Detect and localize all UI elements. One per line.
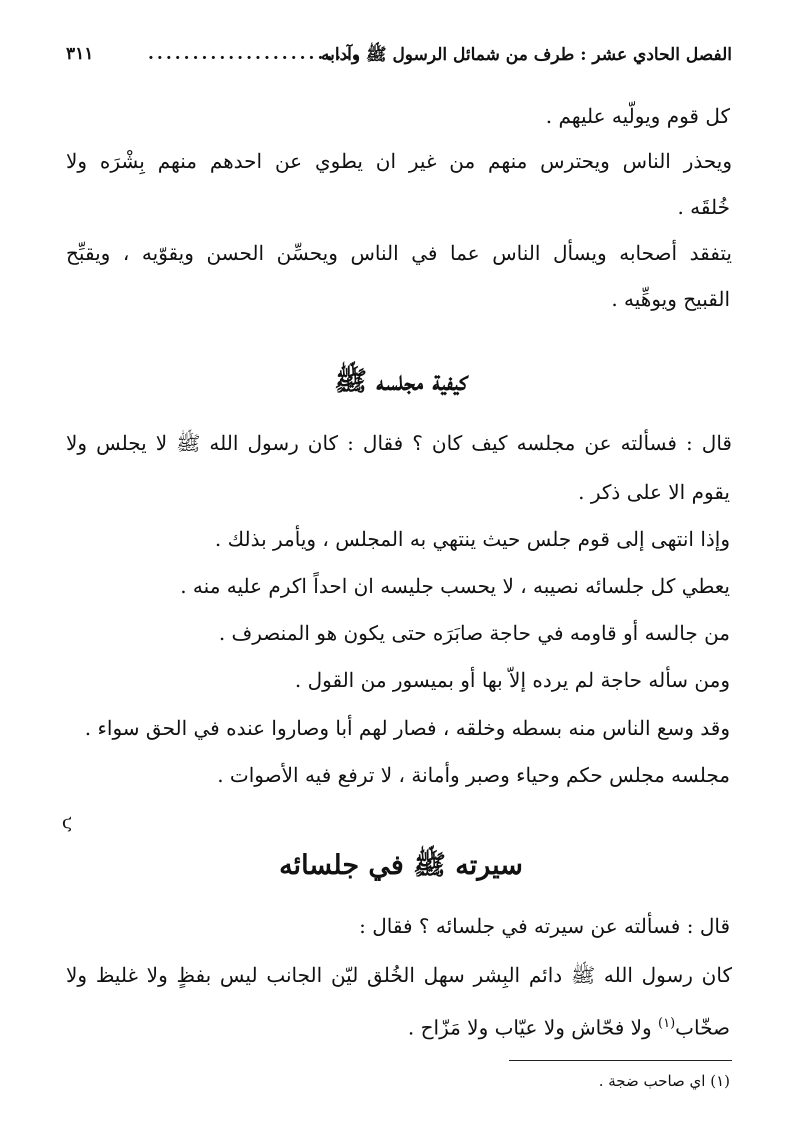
- running-header: [66, 44, 732, 74]
- section1-line-5: من جالسه أو قاومه في حاجة صابَرَه حتى يكون هو المنصرف .: [218, 621, 730, 645]
- intro-line-4: يتفقد أصحابه ويسأل الناس عما في الناس ويحسِّن الحسن ويقوّيه ، ويقبِّح: [66, 241, 732, 265]
- footnote: (١) اي صاحب ضجة .: [598, 1072, 730, 1090]
- intro-line-5: القبيح ويوهِّيه .: [611, 287, 730, 311]
- section2-line-3-word: صخّاب: [675, 1015, 730, 1040]
- section2-line-3-rest: ولا فحّاش ولا عيّاب ولا مَزّاح .: [407, 1015, 652, 1040]
- section1-line-7: وقد وسع الناس منه بسطه وخلقه ، فصار لهم أبا وصاروا عنده في الحق سواء .: [84, 716, 730, 740]
- intro-line-1: كل قوم ويولّيه عليهم .: [545, 104, 730, 128]
- section1-line-3: وإذا انتهى إلى قوم جلس حيث ينتهي به المجلس ، ويأمر بذلك .: [214, 527, 730, 551]
- section1-line-4: يعطي كل جلسائه نصيبه ، لا يحسب جليسه ان احداً اكرم عليه منه .: [180, 574, 730, 598]
- section1-line-8: مجلسه مجلس حكم وحياء وصبر وأمانة ، لا ترفع فيه الأصوات .: [217, 763, 730, 787]
- intro-line-2: ويحذر الناس ويحترس منهم من غير ان يطوي عن احدهم منهم بِشْرَه ولا: [66, 149, 732, 173]
- chapter-title: الفصل الحادي عشر : طرف من شمائل الرسول ﷺ وآدابه: [321, 45, 732, 65]
- section2-line-2: كان رسول الله ﷺ دائم البِشر سهل الخُلق ليّن الجانب ليس بفظٍ ولا غليظ ولا: [66, 963, 732, 987]
- section1-line-6: ومن سأله حاجة لم يرده إلاّ بها أو بميسور من القول .: [294, 668, 730, 692]
- header-leader-dots: ........................: [148, 44, 363, 64]
- stray-mark: ϛ: [62, 812, 73, 833]
- section-heading-sira: سيرته ﷺ في جلسائه: [279, 850, 523, 881]
- intro-line-3: خُلقَه .: [677, 195, 730, 219]
- section2-line-1: قال : فسألته عن سيرته في جلسائه ؟ فقال :: [359, 914, 730, 938]
- section2-line-3: [408, 1009, 730, 1043]
- section-heading-majlis: كيفية مجلسه ﷺ: [334, 366, 468, 397]
- footnote-reference: (١): [658, 1016, 676, 1031]
- section1-line-2: يقوم الا على ذكر .: [578, 480, 730, 504]
- page-number: ٣١١: [66, 44, 94, 64]
- footnote-divider: [509, 1060, 732, 1061]
- section1-line-1: قال : فسألته عن مجلسه كيف كان ؟ فقال : كان رسول الله ﷺ لا يجلس ولا: [66, 431, 732, 455]
